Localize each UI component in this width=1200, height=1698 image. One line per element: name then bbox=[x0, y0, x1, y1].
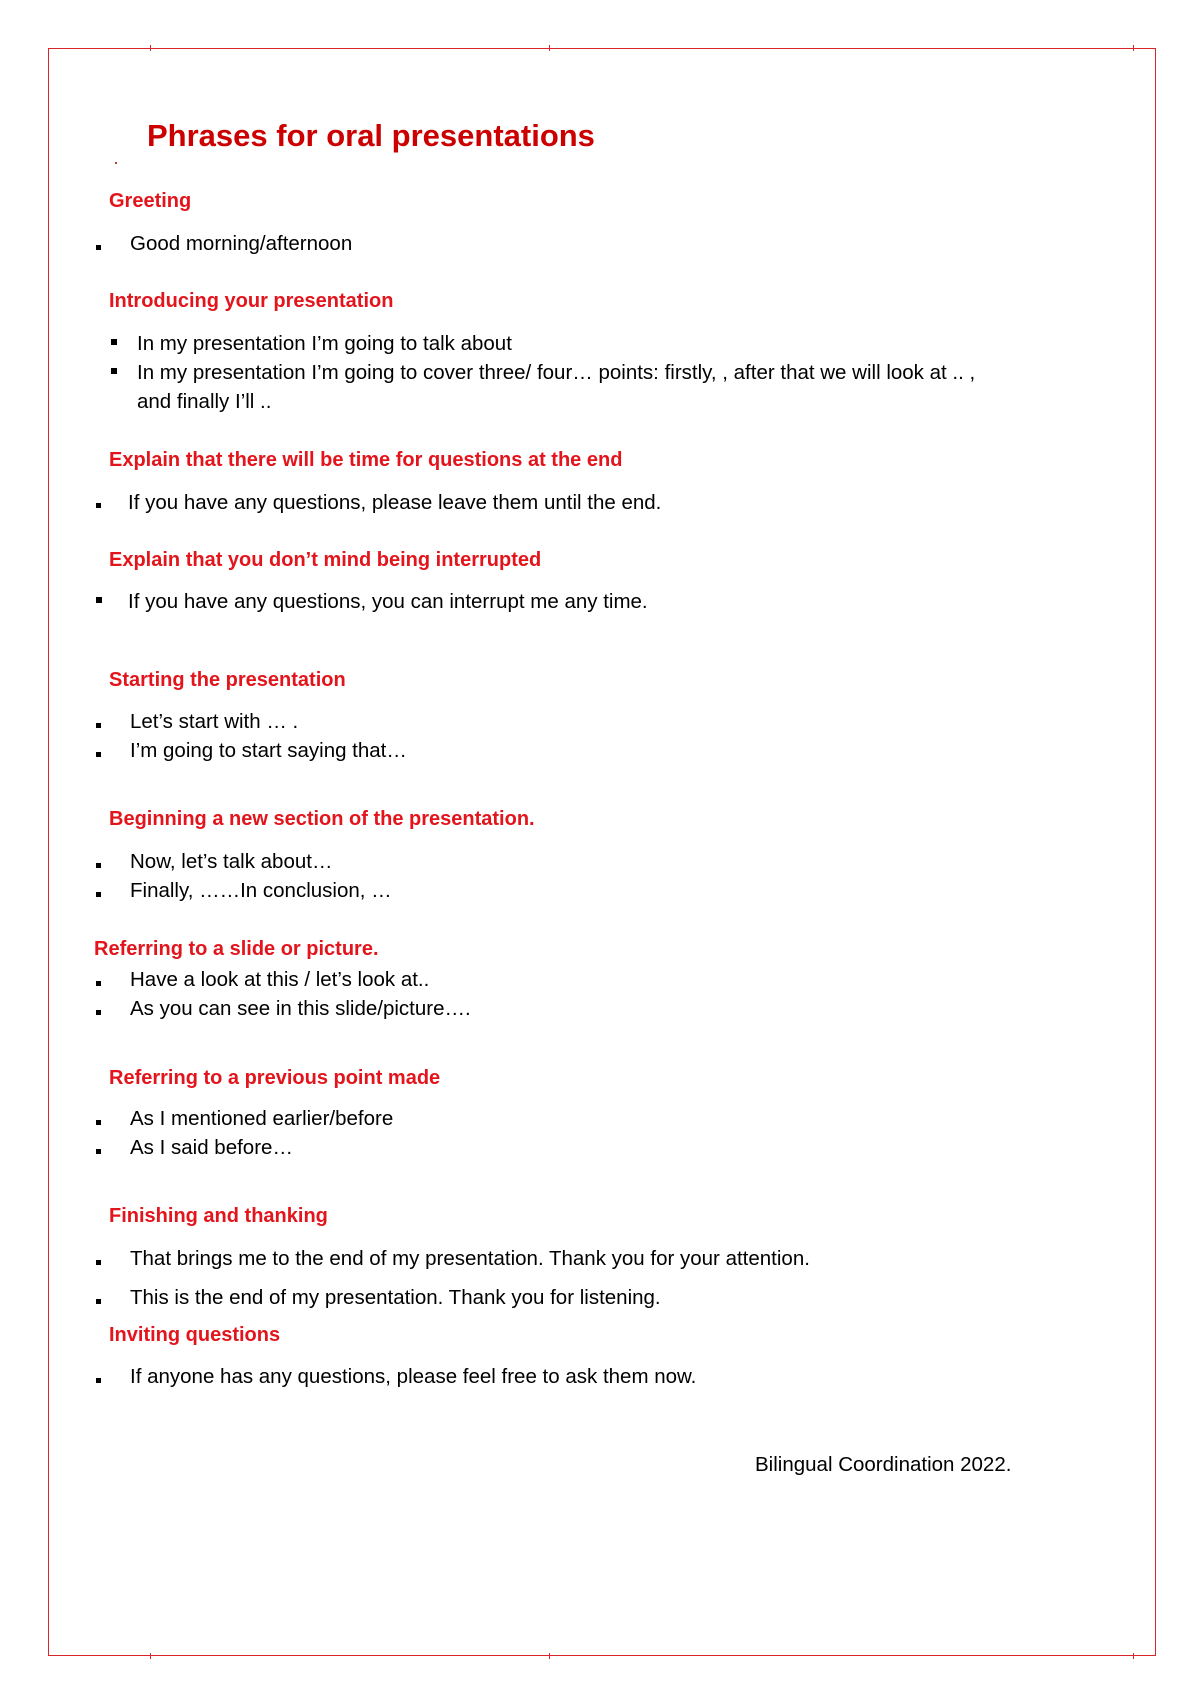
list-item: If you have any questions, please leave them until the end. bbox=[128, 491, 662, 514]
page-title: Phrases for oral presentations bbox=[147, 118, 595, 153]
bullet-icon bbox=[96, 863, 101, 868]
bullet-icon bbox=[96, 1260, 101, 1265]
border-tick bbox=[549, 1653, 550, 1659]
list-item: As I said before… bbox=[130, 1136, 293, 1159]
bullet-icon bbox=[96, 1378, 101, 1383]
list-item: If you have any questions, you can interrupt me any time. bbox=[128, 590, 648, 613]
list-item: Have a look at this / let’s look at.. bbox=[130, 968, 430, 991]
section-heading-slide: Referring to a slide or picture. bbox=[94, 938, 379, 960]
section-heading-introducing: Introducing your presentation bbox=[109, 290, 394, 312]
section-heading-greeting: Greeting bbox=[109, 190, 192, 212]
bullet-icon bbox=[96, 245, 101, 250]
list-item: I’m going to start saying that… bbox=[130, 739, 407, 762]
bullet-icon bbox=[96, 1120, 101, 1125]
bullet-icon bbox=[96, 723, 101, 728]
list-item: This is the end of my presentation. Thank you for listening. bbox=[130, 1286, 661, 1309]
bullet-icon bbox=[96, 752, 101, 757]
section-heading-previous-point: Referring to a previous point made bbox=[109, 1067, 441, 1089]
stray-mark bbox=[115, 162, 117, 164]
border-tick bbox=[150, 45, 151, 51]
section-heading-questions-at-end: Explain that there will be time for questions at the end bbox=[109, 449, 623, 471]
bullet-icon bbox=[96, 597, 102, 603]
section-heading-finishing: Finishing and thanking bbox=[109, 1205, 328, 1227]
list-item: In my presentation I’m going to cover three/ four… points: firstly, , after that we will look at .. , bbox=[137, 361, 976, 384]
list-item: In my presentation I’m going to talk about bbox=[137, 332, 512, 355]
bullet-icon bbox=[96, 1299, 101, 1304]
list-item: As you can see in this slide/picture…. bbox=[130, 997, 471, 1020]
footer-credit: Bilingual Coordination 2022. bbox=[755, 1453, 1012, 1476]
section-heading-interrupted: Explain that you don’t mind being interrupted bbox=[109, 549, 542, 571]
section-heading-new-section: Beginning a new section of the presentation. bbox=[109, 808, 535, 830]
border-tick bbox=[549, 45, 550, 51]
bullet-icon bbox=[111, 368, 117, 374]
list-item: That brings me to the end of my presentation. Thank you for your attention. bbox=[130, 1247, 810, 1270]
border-tick bbox=[150, 1653, 151, 1659]
bullet-icon bbox=[96, 981, 101, 986]
list-item-continuation: and finally I’ll .. bbox=[137, 390, 272, 413]
list-item: Let’s start with … . bbox=[130, 710, 299, 733]
section-heading-starting: Starting the presentation bbox=[109, 669, 346, 691]
bullet-icon bbox=[96, 892, 101, 897]
bullet-icon bbox=[96, 503, 101, 508]
border-tick bbox=[1133, 1653, 1134, 1659]
list-item: If anyone has any questions, please feel free to ask them now. bbox=[130, 1365, 697, 1388]
list-item: Now, let’s talk about… bbox=[130, 850, 333, 873]
list-item: Good morning/afternoon bbox=[130, 232, 353, 255]
border-tick bbox=[1133, 45, 1134, 51]
bullet-icon bbox=[111, 339, 117, 345]
bullet-icon bbox=[96, 1149, 101, 1154]
bullet-icon bbox=[96, 1010, 101, 1015]
section-heading-inviting: Inviting questions bbox=[109, 1324, 281, 1346]
list-item: As I mentioned earlier/before bbox=[130, 1107, 394, 1130]
list-item: Finally, ……In conclusion, … bbox=[130, 879, 392, 902]
